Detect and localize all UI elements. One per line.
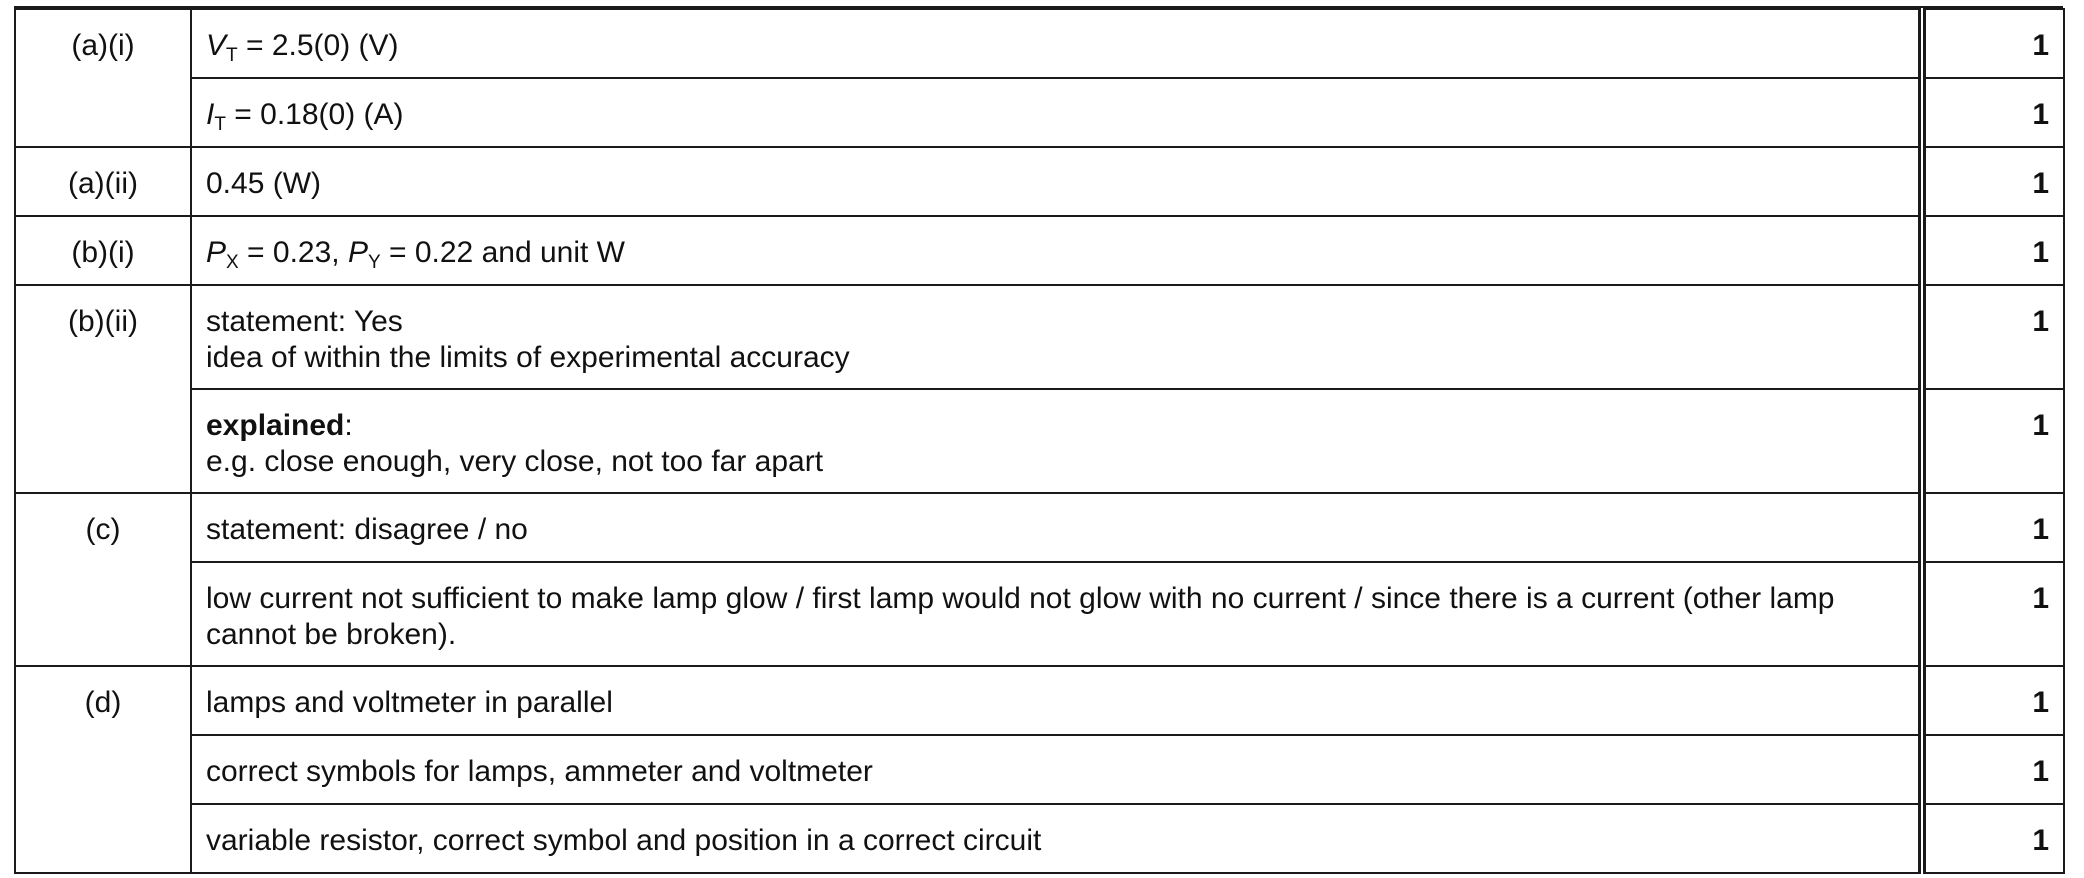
answer-text: = 0.22 and unit W bbox=[380, 236, 625, 269]
marks-value: 1 bbox=[2032, 409, 2049, 442]
answer-text: = 0.23, bbox=[238, 236, 348, 269]
marks-cell bbox=[1922, 389, 2064, 493]
answer-cell bbox=[191, 78, 1922, 147]
marks-cell bbox=[1922, 9, 2064, 78]
question-label: (c) bbox=[85, 513, 121, 546]
answer-cell bbox=[191, 735, 1922, 804]
answer-text: lamps and voltmeter in parallel bbox=[206, 686, 613, 719]
variable-subscript: Y bbox=[367, 252, 381, 273]
question-cell bbox=[15, 216, 191, 285]
answer-line: cannot be broken). bbox=[206, 618, 457, 651]
answer-cell bbox=[191, 389, 1922, 493]
variable-subscript: T bbox=[214, 114, 226, 135]
marks-value: 1 bbox=[2032, 824, 2049, 857]
answer-cell bbox=[191, 147, 1922, 216]
answer-cell bbox=[191, 493, 1922, 562]
answer-text: variable resistor, correct symbol and position in a correct circuit bbox=[206, 824, 1042, 857]
marks-cell bbox=[1922, 285, 2064, 389]
table-row bbox=[15, 804, 2064, 873]
emphasis-label: explained bbox=[206, 409, 345, 442]
question-cell bbox=[15, 9, 191, 147]
answer-cell bbox=[191, 216, 1922, 285]
marks-cell bbox=[1922, 735, 2064, 804]
question-label: (b)(i) bbox=[71, 236, 135, 269]
question-label: (d) bbox=[84, 686, 122, 719]
marks-cell bbox=[1922, 216, 2064, 285]
question-cell bbox=[15, 666, 191, 873]
answer-text: 0.45 (W) bbox=[206, 167, 322, 200]
question-cell bbox=[15, 147, 191, 216]
answer-cell bbox=[191, 562, 1922, 666]
answer-text: correct symbols for lamps, ammeter and voltmeter bbox=[206, 755, 873, 788]
variable-symbol: P bbox=[347, 236, 368, 269]
marks-value: 1 bbox=[2032, 29, 2049, 62]
marks-value: 1 bbox=[2032, 755, 2049, 788]
table-row bbox=[15, 78, 2064, 147]
variable-symbol: P bbox=[206, 236, 227, 269]
answer-text: = 0.18(0) (A) bbox=[225, 98, 404, 131]
marks-value: 1 bbox=[2032, 582, 2049, 615]
marks-cell bbox=[1922, 493, 2064, 562]
answer-cell bbox=[191, 804, 1922, 873]
answer-cell bbox=[191, 9, 1922, 78]
marks-value: 1 bbox=[2032, 236, 2049, 269]
table-row bbox=[15, 666, 2064, 735]
question-cell bbox=[15, 285, 191, 493]
marks-value: 1 bbox=[2032, 305, 2049, 338]
answer-cell bbox=[191, 666, 1922, 735]
mark-scheme-table bbox=[14, 8, 2065, 874]
table-row bbox=[15, 735, 2064, 804]
question-label: (b)(ii) bbox=[68, 305, 138, 338]
table-row bbox=[15, 285, 2064, 389]
table-row bbox=[15, 216, 2064, 285]
answer-text: = 2.5(0) (V) bbox=[237, 29, 399, 62]
table-row bbox=[15, 389, 2064, 493]
question-label: (a)(ii) bbox=[68, 167, 138, 200]
marks-cell bbox=[1922, 147, 2064, 216]
variable-subscript: T bbox=[226, 45, 238, 66]
answer-line: idea of within the limits of experimental accuracy bbox=[206, 341, 850, 374]
marks-value: 1 bbox=[2032, 513, 2049, 546]
table-row bbox=[15, 493, 2064, 562]
answer-line bbox=[206, 408, 1904, 444]
table-row bbox=[15, 147, 2064, 216]
marks-value: 1 bbox=[2032, 167, 2049, 200]
variable-symbol: I bbox=[206, 98, 215, 131]
answer-text: statement: disagree / no bbox=[206, 513, 528, 546]
marks-cell bbox=[1922, 562, 2064, 666]
table-top-border bbox=[14, 0, 2063, 8]
question-cell bbox=[15, 493, 191, 666]
table-row bbox=[15, 562, 2064, 666]
answer-cell bbox=[191, 285, 1922, 389]
marks-cell bbox=[1922, 804, 2064, 873]
question-label: (a)(i) bbox=[71, 29, 135, 62]
answer-text: : bbox=[344, 409, 353, 442]
variable-subscript: X bbox=[226, 252, 239, 273]
table-row bbox=[15, 9, 2064, 78]
answer-line: statement: Yes bbox=[206, 305, 403, 338]
variable-symbol: V bbox=[206, 29, 227, 62]
marks-value: 1 bbox=[2032, 686, 2049, 719]
answer-line: low current not sufficient to make lamp glow / first lamp would not glow with no current / since there is a current (other lamp bbox=[206, 582, 1835, 615]
marks-cell bbox=[1922, 78, 2064, 147]
marks-cell bbox=[1922, 666, 2064, 735]
marks-value: 1 bbox=[2032, 98, 2049, 131]
answer-line: e.g. close enough, very close, not too far apart bbox=[206, 445, 824, 478]
